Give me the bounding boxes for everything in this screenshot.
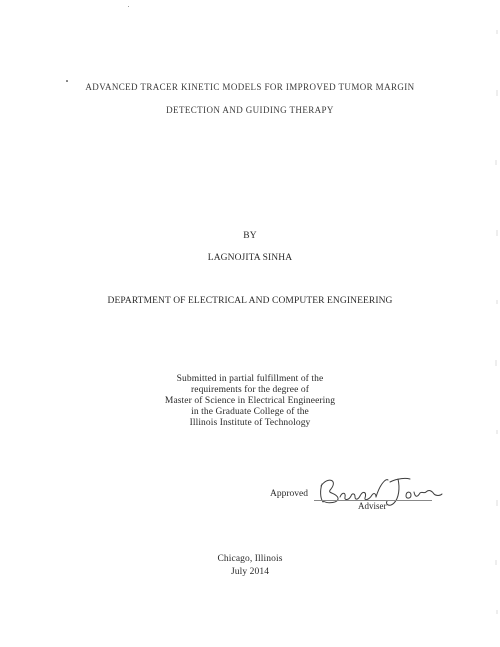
approval-block (268, 470, 448, 514)
submission-line-1: Submitted in partial fulfillment of the (176, 374, 324, 384)
submission-line-2: requirements for the degree of (190, 385, 309, 395)
scan-edge-artifact (494, 0, 500, 647)
thesis-title-line-1: ADVANCED TRACER KINETIC MODELS FOR IMPROVED TUMOR MARGIN (85, 82, 415, 92)
author-name: LAGNOJITA SINHA (207, 253, 293, 263)
submission-line-3: Master of Science in Electrical Engineering (164, 396, 336, 406)
byline: BY (243, 231, 257, 241)
submission-line-5: Illinois Institute of Technology (189, 418, 311, 428)
thesis-title-line-2: DETECTION AND GUIDING THERAPY (166, 105, 334, 115)
advisor-label: Adviser (358, 501, 387, 511)
scan-speck (66, 80, 68, 82)
approved-label: Approved (270, 489, 308, 499)
location: Chicago, Illinois (217, 554, 283, 564)
submission-line-4: in the Graduate College of the (191, 407, 309, 417)
scan-speck (128, 6, 129, 7)
department-name: DEPARTMENT OF ELECTRICAL AND COMPUTER ENGINEERING (107, 296, 393, 306)
date: July 2014 (230, 567, 270, 577)
